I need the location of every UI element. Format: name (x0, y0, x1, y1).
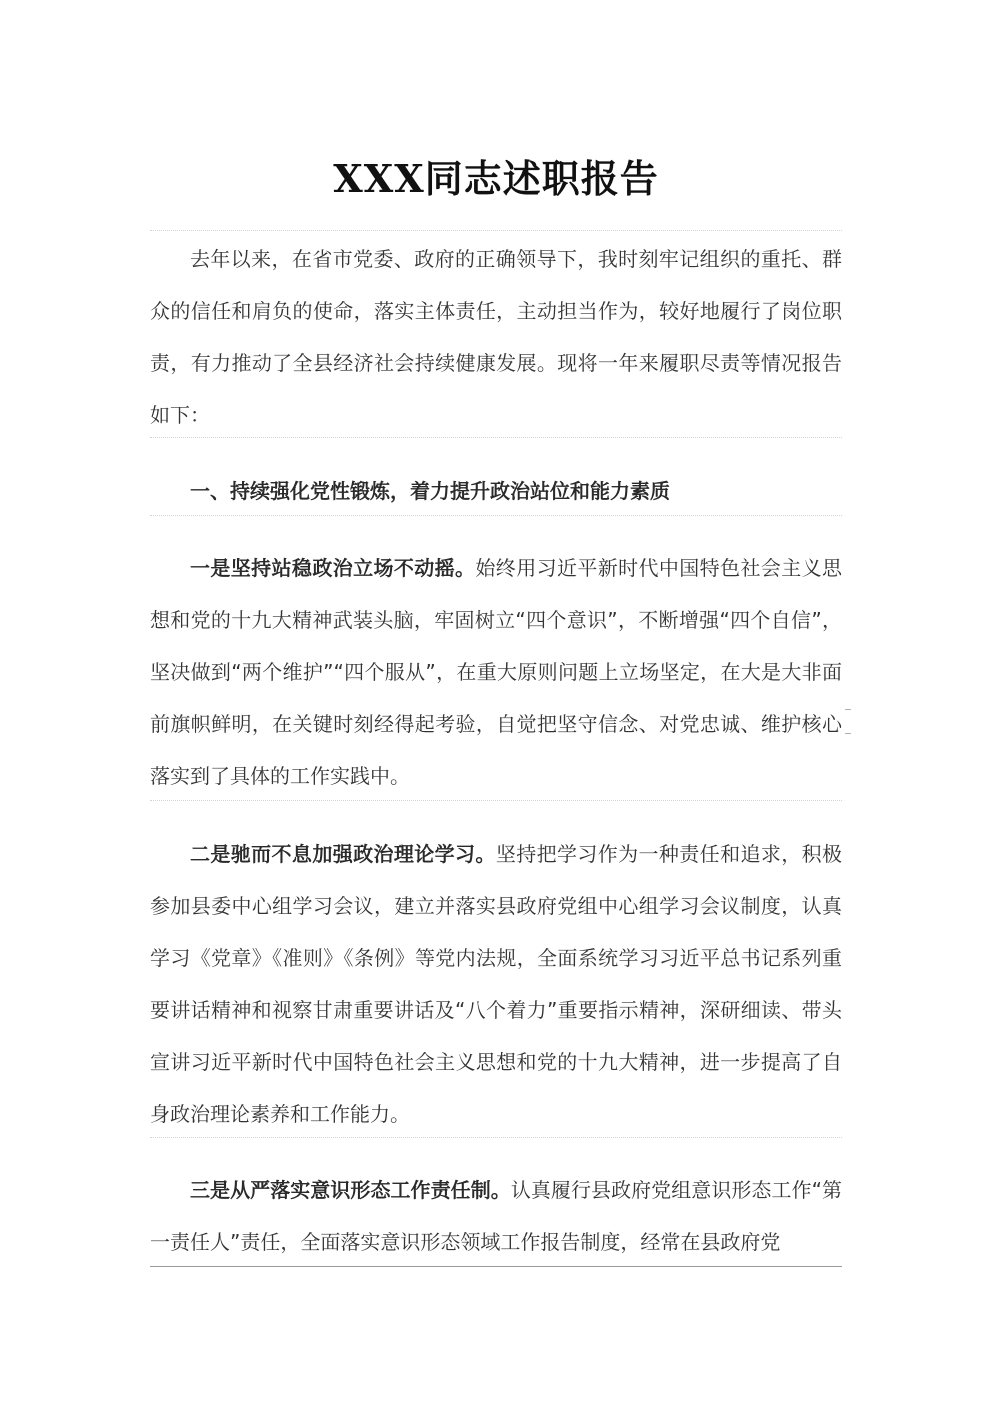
item-paragraph (150, 1164, 842, 1268)
document-title: XXX同志述职报告 (333, 156, 659, 201)
item-paragraph (150, 542, 842, 802)
section-heading: 一、持续强化党性锻炼，着力提升政治站位和能力素质 (190, 479, 670, 503)
intro-paragraph: 去年以来，在省市党委、政府的正确领导下，我时刻牢记组织的重托、群众的信任和肩负的使命，落实主体责任，主动担当作为，较好地履行了岗位职责，有力推动了全县经济社会持续健康发展。现将一年来履职尽责等情况报告如下： (150, 247, 842, 427)
divider (150, 1137, 842, 1138)
divider (150, 515, 842, 516)
item-lead: 二是驰而不息加强政治理论学习。 (190, 842, 496, 866)
item-paragraph (150, 828, 842, 1140)
item-body: 始终用习近平新时代中国特色社会主义思想和党的十九大精神武装头脑，牢固树立“四个意识”，不断增强“四个自信”，坚决做到“两个维护”“四个服从”，在重大原则问题上立场坚定，在大是大非面前旗帜鲜明，在关键时刻经得起考验，自觉把坚守信念、对党忠诚、维护核心落实到了具体的工作实践中。 (150, 556, 843, 788)
item-body: 坚持把学习作为一种责任和追求，积极参加县委中心组学习会议，建立并落实县政府党组中心组学习会议制度，认真学习《党章》《准则》《条例》等党内法规，全面系统学习习近平总书记系列重要讲话精神和视察甘肃重要讲话及“八个着力”重要指示精神，深研细读、带头宣讲习近平新时代中国特色社会主义思想和党的十九大精神，进一步提高了自身政治理论素养和工作能力。 (150, 842, 843, 1126)
item-lead: 三是从严落实意识形态工作责任制。 (190, 1178, 511, 1202)
item-lead: 一是坚持站稳政治立场不动摇。 (190, 556, 476, 580)
divider (150, 437, 842, 438)
page-bottom-rule (150, 1266, 842, 1267)
item-body: 认真履行县政府党组意识形态工作“第一责任人”责任，全面落实意识形态领域工作报告制度，经常在县政府党 (150, 1178, 842, 1254)
margin-mark (845, 709, 851, 710)
divider (150, 800, 842, 801)
divider (150, 230, 842, 231)
margin-mark (845, 733, 851, 734)
